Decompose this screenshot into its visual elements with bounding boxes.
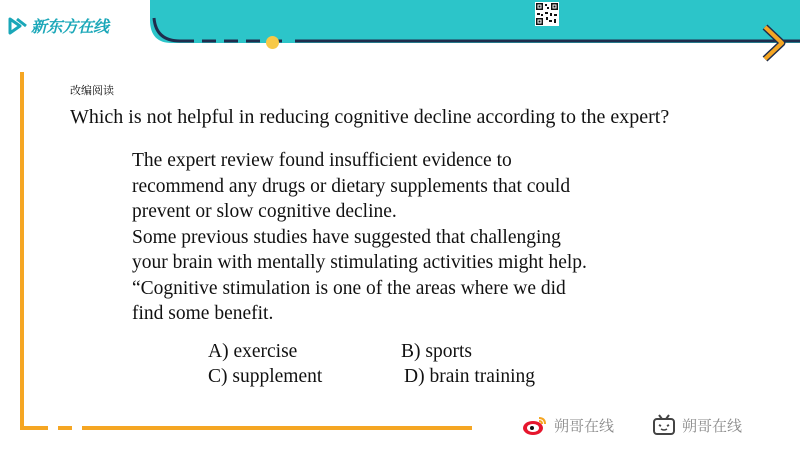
logo-mark-icon	[8, 16, 28, 36]
frame-bottom-dash	[58, 426, 72, 430]
section-tag: 改编阅读	[70, 84, 114, 97]
brand-logo	[8, 14, 109, 37]
next-chevron-icon[interactable]	[762, 24, 792, 62]
option-b: B) sports	[401, 341, 472, 362]
reading-passage	[132, 148, 692, 327]
top-banner	[150, 0, 800, 43]
option-c: C) supplement	[208, 366, 323, 387]
qr-code-icon	[535, 2, 559, 26]
decorative-dot	[266, 36, 279, 49]
passage-line: find some benefit.	[132, 303, 274, 324]
passage-line: prevent or slow cognitive decline.	[132, 201, 397, 222]
passage-line: recommend any drugs or dietary supplements that could	[132, 175, 571, 197]
frame-bottom-line	[20, 426, 48, 430]
passage-line: Some previous studies have suggested that challenging	[132, 226, 561, 248]
frame-left-line	[20, 72, 24, 430]
passage-line: The expert review found insufficient evidence to	[132, 150, 512, 171]
question-text: Which is not helpful in reducing cognitive decline according to the expert?	[70, 106, 670, 128]
weibo-icon	[522, 414, 548, 436]
weibo-watermark	[522, 414, 614, 436]
logo-text: 新东方在线	[31, 17, 109, 36]
bilibili-tv-icon	[652, 414, 676, 436]
bilibili-watermark	[652, 414, 742, 436]
frame-bottom-line-2	[82, 426, 472, 430]
option-a: A) exercise	[208, 341, 298, 362]
option-d: D) brain training	[404, 366, 536, 387]
bilibili-watermark-text: 朔哥在线	[682, 416, 743, 435]
passage-line: your brain with mentally stimulating activities might help.	[132, 252, 587, 273]
weibo-watermark-text: 朔哥在线	[554, 416, 615, 435]
passage-line: “Cognitive stimulation is one of the areas where we did	[132, 277, 566, 299]
